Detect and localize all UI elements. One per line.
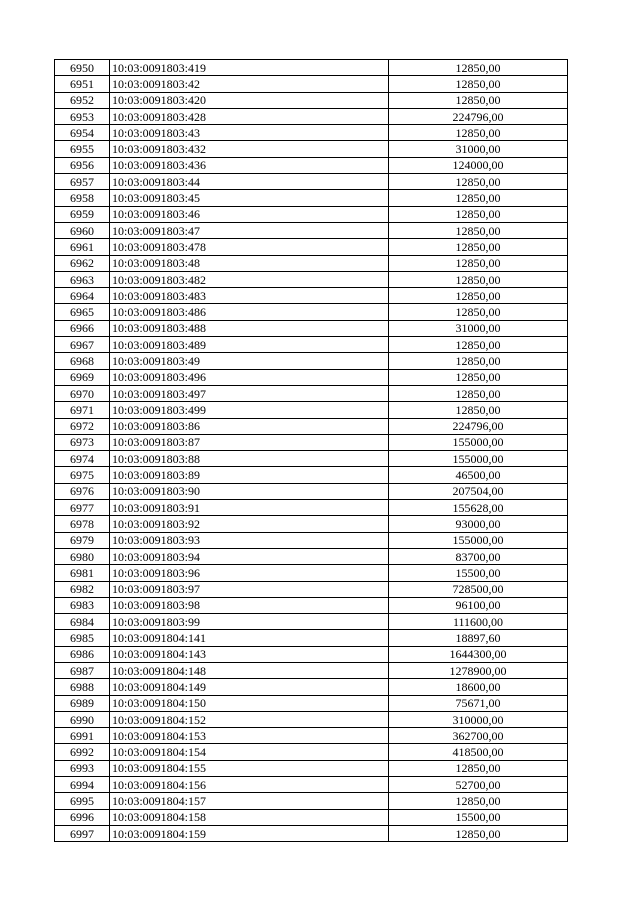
- table-row: [55, 630, 568, 646]
- cadastral-value-cell: 12850,00: [389, 760, 568, 776]
- cadastral-value-cell: 12850,00: [389, 385, 568, 401]
- cadastral-value-cell: 12850,00: [389, 174, 568, 190]
- cadastral-value-cell: 18897,60: [389, 630, 568, 646]
- row-number-cell: 6981: [55, 565, 110, 581]
- table-row: [55, 695, 568, 711]
- cadastral-number-cell: 10:03:0091803:497: [110, 385, 389, 401]
- table-row: [55, 353, 568, 369]
- table-row: [55, 108, 568, 124]
- table-row: [55, 239, 568, 255]
- table-row: [55, 434, 568, 450]
- table-body: [55, 60, 568, 842]
- row-number-cell: 6956: [55, 157, 110, 173]
- table-row: [55, 614, 568, 630]
- table-row: [55, 483, 568, 499]
- cadastral-value-cell: 12850,00: [389, 353, 568, 369]
- row-number-cell: 6970: [55, 385, 110, 401]
- cadastral-value-cell: 12850,00: [389, 402, 568, 418]
- row-number-cell: 6957: [55, 174, 110, 190]
- cadastral-value-cell: 155628,00: [389, 500, 568, 516]
- table-row: [55, 777, 568, 793]
- cadastral-value-cell: 15500,00: [389, 565, 568, 581]
- row-number-cell: 6988: [55, 679, 110, 695]
- row-number-cell: 6976: [55, 483, 110, 499]
- table-row: [55, 451, 568, 467]
- table-row: [55, 222, 568, 238]
- row-number-cell: 6968: [55, 353, 110, 369]
- cadastral-number-cell: 10:03:0091803:478: [110, 239, 389, 255]
- row-number-cell: 6986: [55, 646, 110, 662]
- table-row: [55, 646, 568, 662]
- cadastral-value-cell: 362700,00: [389, 728, 568, 744]
- cadastral-value-cell: 93000,00: [389, 516, 568, 532]
- cadastral-value-table: [54, 59, 568, 842]
- cadastral-value-cell: 224796,00: [389, 108, 568, 124]
- cadastral-number-cell: 10:03:0091804:156: [110, 777, 389, 793]
- table-row: [55, 141, 568, 157]
- cadastral-value-cell: 12850,00: [389, 92, 568, 108]
- cadastral-value-cell: 12850,00: [389, 125, 568, 141]
- cadastral-value-cell: 96100,00: [389, 597, 568, 613]
- cadastral-value-cell: 111600,00: [389, 614, 568, 630]
- table-row: [55, 418, 568, 434]
- cadastral-value-cell: 12850,00: [389, 288, 568, 304]
- row-number-cell: 6950: [55, 60, 110, 76]
- table-row: [55, 597, 568, 613]
- table-row: [55, 190, 568, 206]
- table-row: [55, 125, 568, 141]
- cadastral-number-cell: 10:03:0091804:158: [110, 809, 389, 825]
- row-number-cell: 6993: [55, 760, 110, 776]
- cadastral-number-cell: 10:03:0091803:98: [110, 597, 389, 613]
- cadastral-value-cell: 18600,00: [389, 679, 568, 695]
- cadastral-number-cell: 10:03:0091804:154: [110, 744, 389, 760]
- table-row: [55, 679, 568, 695]
- cadastral-number-cell: 10:03:0091803:48: [110, 255, 389, 271]
- row-number-cell: 6952: [55, 92, 110, 108]
- table-row: [55, 385, 568, 401]
- table-row: [55, 516, 568, 532]
- cadastral-number-cell: 10:03:0091803:420: [110, 92, 389, 108]
- table-row: [55, 711, 568, 727]
- row-number-cell: 6997: [55, 825, 110, 841]
- row-number-cell: 6978: [55, 516, 110, 532]
- row-number-cell: 6989: [55, 695, 110, 711]
- cadastral-number-cell: 10:03:0091803:45: [110, 190, 389, 206]
- row-number-cell: 6973: [55, 434, 110, 450]
- row-number-cell: 6955: [55, 141, 110, 157]
- cadastral-value-cell: 12850,00: [389, 190, 568, 206]
- row-number-cell: 6994: [55, 777, 110, 793]
- cadastral-value-cell: 12850,00: [389, 60, 568, 76]
- row-number-cell: 6992: [55, 744, 110, 760]
- row-number-cell: 6960: [55, 222, 110, 238]
- cadastral-value-cell: 124000,00: [389, 157, 568, 173]
- cadastral-value-cell: 12850,00: [389, 239, 568, 255]
- table-row: [55, 174, 568, 190]
- row-number-cell: 6963: [55, 271, 110, 287]
- cadastral-number-cell: 10:03:0091803:88: [110, 451, 389, 467]
- table-row: [55, 809, 568, 825]
- table-row: [55, 793, 568, 809]
- cadastral-number-cell: 10:03:0091803:42: [110, 76, 389, 92]
- cadastral-number-cell: 10:03:0091803:428: [110, 108, 389, 124]
- cadastral-value-cell: 12850,00: [389, 337, 568, 353]
- table-row: [55, 320, 568, 336]
- row-number-cell: 6967: [55, 337, 110, 353]
- cadastral-number-cell: 10:03:0091803:90: [110, 483, 389, 499]
- cadastral-number-cell: 10:03:0091803:44: [110, 174, 389, 190]
- cadastral-value-cell: 12850,00: [389, 369, 568, 385]
- table-row: [55, 271, 568, 287]
- row-number-cell: 6953: [55, 108, 110, 124]
- cadastral-number-cell: 10:03:0091803:432: [110, 141, 389, 157]
- cadastral-number-cell: 10:03:0091803:482: [110, 271, 389, 287]
- cadastral-number-cell: 10:03:0091803:94: [110, 548, 389, 564]
- table-row: [55, 60, 568, 76]
- cadastral-value-cell: 12850,00: [389, 271, 568, 287]
- cadastral-number-cell: 10:03:0091803:486: [110, 304, 389, 320]
- row-number-cell: 6965: [55, 304, 110, 320]
- cadastral-number-cell: 10:03:0091803:46: [110, 206, 389, 222]
- cadastral-number-cell: 10:03:0091803:43: [110, 125, 389, 141]
- cadastral-number-cell: 10:03:0091804:143: [110, 646, 389, 662]
- cadastral-value-cell: 75671,00: [389, 695, 568, 711]
- row-number-cell: 6977: [55, 500, 110, 516]
- cadastral-number-cell: 10:03:0091803:489: [110, 337, 389, 353]
- row-number-cell: 6971: [55, 402, 110, 418]
- row-number-cell: 6958: [55, 190, 110, 206]
- cadastral-value-cell: 418500,00: [389, 744, 568, 760]
- cadastral-number-cell: 10:03:0091803:97: [110, 581, 389, 597]
- cadastral-value-cell: 31000,00: [389, 320, 568, 336]
- row-number-cell: 6961: [55, 239, 110, 255]
- table-row: [55, 825, 568, 841]
- row-number-cell: 6959: [55, 206, 110, 222]
- cadastral-number-cell: 10:03:0091803:91: [110, 500, 389, 516]
- row-number-cell: 6972: [55, 418, 110, 434]
- cadastral-number-cell: 10:03:0091803:436: [110, 157, 389, 173]
- cadastral-number-cell: 10:03:0091804:155: [110, 760, 389, 776]
- row-number-cell: 6954: [55, 125, 110, 141]
- cadastral-number-cell: 10:03:0091803:483: [110, 288, 389, 304]
- table-row: [55, 548, 568, 564]
- row-number-cell: 6990: [55, 711, 110, 727]
- cadastral-number-cell: 10:03:0091803:89: [110, 467, 389, 483]
- cadastral-value-cell: 728500,00: [389, 581, 568, 597]
- cadastral-number-cell: 10:03:0091803:92: [110, 516, 389, 532]
- table-row: [55, 337, 568, 353]
- table-row: [55, 206, 568, 222]
- row-number-cell: 6991: [55, 728, 110, 744]
- row-number-cell: 6996: [55, 809, 110, 825]
- cadastral-value-cell: 12850,00: [389, 304, 568, 320]
- cadastral-value-cell: 12850,00: [389, 206, 568, 222]
- cadastral-number-cell: 10:03:0091804:153: [110, 728, 389, 744]
- cadastral-value-cell: 83700,00: [389, 548, 568, 564]
- row-number-cell: 6985: [55, 630, 110, 646]
- cadastral-value-cell: 310000,00: [389, 711, 568, 727]
- row-number-cell: 6983: [55, 597, 110, 613]
- table-row: [55, 532, 568, 548]
- cadastral-value-cell: 15500,00: [389, 809, 568, 825]
- cadastral-number-cell: 10:03:0091803:488: [110, 320, 389, 336]
- cadastral-value-cell: 52700,00: [389, 777, 568, 793]
- cadastral-value-cell: 12850,00: [389, 825, 568, 841]
- cadastral-number-cell: 10:03:0091803:499: [110, 402, 389, 418]
- row-number-cell: 6969: [55, 369, 110, 385]
- cadastral-number-cell: 10:03:0091803:87: [110, 434, 389, 450]
- cadastral-value-cell: 31000,00: [389, 141, 568, 157]
- row-number-cell: 6975: [55, 467, 110, 483]
- cadastral-number-cell: 10:03:0091804:157: [110, 793, 389, 809]
- cadastral-value-cell: 12850,00: [389, 255, 568, 271]
- row-number-cell: 6964: [55, 288, 110, 304]
- row-number-cell: 6984: [55, 614, 110, 630]
- cadastral-value-cell: 12850,00: [389, 222, 568, 238]
- cadastral-value-cell: 1278900,00: [389, 662, 568, 678]
- cadastral-number-cell: 10:03:0091803:49: [110, 353, 389, 369]
- cadastral-number-cell: 10:03:0091803:96: [110, 565, 389, 581]
- cadastral-number-cell: 10:03:0091804:150: [110, 695, 389, 711]
- row-number-cell: 6979: [55, 532, 110, 548]
- cadastral-value-cell: 12850,00: [389, 793, 568, 809]
- row-number-cell: 6951: [55, 76, 110, 92]
- row-number-cell: 6995: [55, 793, 110, 809]
- cadastral-number-cell: 10:03:0091804:159: [110, 825, 389, 841]
- row-number-cell: 6962: [55, 255, 110, 271]
- cadastral-value-cell: 207504,00: [389, 483, 568, 499]
- table-row: [55, 255, 568, 271]
- row-number-cell: 6982: [55, 581, 110, 597]
- table-row: [55, 744, 568, 760]
- table-row: [55, 76, 568, 92]
- cadastral-number-cell: 10:03:0091804:141: [110, 630, 389, 646]
- cadastral-number-cell: 10:03:0091803:419: [110, 60, 389, 76]
- table-row: [55, 467, 568, 483]
- cadastral-number-cell: 10:03:0091804:149: [110, 679, 389, 695]
- cadastral-number-cell: 10:03:0091803:99: [110, 614, 389, 630]
- table-row: [55, 369, 568, 385]
- cadastral-number-cell: 10:03:0091804:152: [110, 711, 389, 727]
- cadastral-value-cell: 224796,00: [389, 418, 568, 434]
- row-number-cell: 6974: [55, 451, 110, 467]
- cadastral-number-cell: 10:03:0091803:93: [110, 532, 389, 548]
- cadastral-number-cell: 10:03:0091804:148: [110, 662, 389, 678]
- table-row: [55, 304, 568, 320]
- row-number-cell: 6987: [55, 662, 110, 678]
- table-row: [55, 581, 568, 597]
- cadastral-number-cell: 10:03:0091803:86: [110, 418, 389, 434]
- table-row: [55, 288, 568, 304]
- cadastral-number-cell: 10:03:0091803:47: [110, 222, 389, 238]
- table-row: [55, 500, 568, 516]
- cadastral-value-cell: 1644300,00: [389, 646, 568, 662]
- table-row: [55, 565, 568, 581]
- cadastral-value-cell: 155000,00: [389, 532, 568, 548]
- table-row: [55, 662, 568, 678]
- table-row: [55, 157, 568, 173]
- row-number-cell: 6980: [55, 548, 110, 564]
- cadastral-value-cell: 12850,00: [389, 76, 568, 92]
- table-row: [55, 92, 568, 108]
- cadastral-value-cell: 155000,00: [389, 451, 568, 467]
- cadastral-value-cell: 155000,00: [389, 434, 568, 450]
- table-row: [55, 760, 568, 776]
- cadastral-number-cell: 10:03:0091803:496: [110, 369, 389, 385]
- table-row: [55, 402, 568, 418]
- cadastral-value-cell: 46500,00: [389, 467, 568, 483]
- table-row: [55, 728, 568, 744]
- row-number-cell: 6966: [55, 320, 110, 336]
